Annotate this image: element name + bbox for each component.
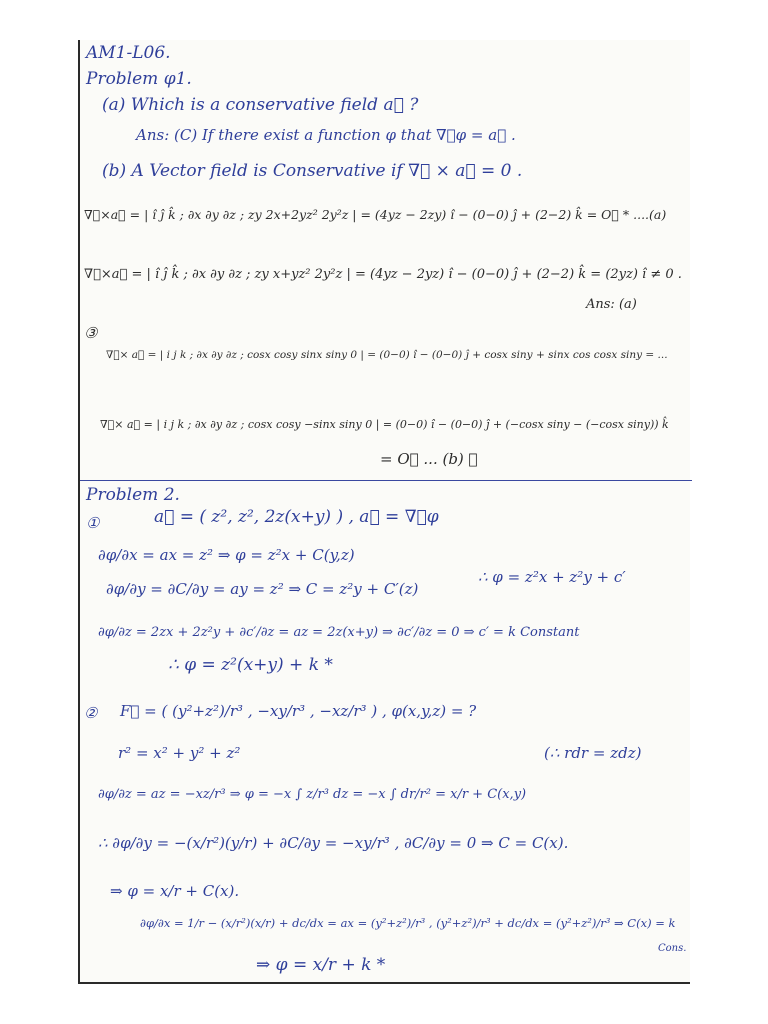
- part2-step4: ∂φ/∂z = az = −xz/r³ ⇒ φ = −x ∫ z/r³ dz = −x ∫ dr/r² = x/r + C(x,y): [98, 787, 527, 802]
- part1-step2-side: ∴ φ = z²x + z²y + c′: [478, 568, 626, 586]
- part2-label: ②: [84, 704, 98, 722]
- part1-step2: ∂φ/∂y = ∂C/∂y = ay = z² ⇒ C = z²y + C′(z): [106, 580, 419, 598]
- problem1-question-a: (a) Which is a conservative field a⃗ ?: [102, 95, 419, 115]
- curl-calc-3: ∇⃗× a⃗ = | i j k ; ∂x ∂y ∂z ; cosx cosy sinx siny 0 | = (0−0) î − (0−0) ĵ + cosx siny + sinx cos cosx siny = ...: [106, 349, 668, 361]
- section-divider: [80, 480, 692, 481]
- part2-step6: ⇒ φ = x/r + C(x).: [110, 882, 240, 900]
- part1-label: ①: [86, 514, 100, 532]
- curl-calc-4: ∇⃗× a⃗ = | i j k ; ∂x ∂y ∂z ; cosx cosy −sinx siny 0 | = (0−0) î − (0−0) ĵ + (−cosx siny − (−cosx siny)) k̂: [100, 418, 669, 431]
- part2-field: F⃗ = ( (y²+z²)/r³ , −xy/r³ , −xz/r³ ) , φ(x,y,z) = ?: [120, 702, 477, 720]
- part2-step5: ∴ ∂φ/∂y = −(x/r²)(y/r) + ∂C/∂y = −xy/r³ , ∂C/∂y = 0 ⇒ C = C(x).: [98, 834, 569, 852]
- problem2-title: Problem 2.: [86, 485, 180, 505]
- notebook-page: [78, 40, 690, 984]
- page-header-title: AM1-L06.: [86, 43, 171, 63]
- calc-3-label: ③: [84, 324, 98, 342]
- curl-calc-1: ∇⃗×a⃗ = | î ĵ k̂ ; ∂x ∂y ∂z ; zy 2x+2yz² 2y²z | = (4yz − 2zy) î − (0−0) ĵ + (2−2) k̂ = O⃗ * ....(a): [84, 207, 667, 222]
- part2-step7: ∂φ/∂x = 1/r − (x/r²)(x/r) + dc/dx = ax = (y²+z²)/r³ , (y²+z²)/r³ + dc/dx = (y²+z²)/r³ ⇒ C(x) = k: [140, 916, 676, 930]
- part2-result: ⇒ φ = x/r + k *: [256, 955, 386, 975]
- curl-calc-4-result: = O⃗ ... (b) ✓: [380, 450, 478, 468]
- problem1-statement-b: (b) A Vector field is Conservative if ∇⃗ × a⃗ = 0 .: [102, 161, 523, 181]
- curl-calc-2: ∇⃗×a⃗ = | î ĵ k̂ ; ∂x ∂y ∂z ; zy x+yz² 2y²z | = (4yz − 2yz) î − (0−0) ĵ + (2−2) k̂ = (2yz) î ≠ 0 .: [84, 267, 682, 282]
- problem1-answer-a: Ans: (C) If there exist a function φ that ∇⃗φ = a⃗ .: [136, 126, 516, 144]
- answer-a: Ans: (a): [586, 297, 637, 312]
- cons-note: Cons.: [658, 943, 687, 954]
- part1-result: ∴ φ = z²(x+y) + k *: [168, 655, 333, 675]
- r-definition: r² = x² + y² + z²: [118, 744, 241, 762]
- problem1-title: Problem φ1.: [86, 69, 192, 89]
- part1-step3: ∂φ/∂z = 2zx + 2z²y + ∂c′/∂z = az = 2z(x+y) ⇒ ∂c′/∂z = 0 ⇒ c′ = k Constant: [98, 625, 580, 640]
- r-side-note: (∴ rdr = zdz): [544, 744, 642, 762]
- part1-step1: ∂φ/∂x = ax = z² ⇒ φ = z²x + C(y,z): [98, 546, 355, 564]
- part1-field: a⃗ = ( z², z², 2z(x+y) ) , a⃗ = ∇⃗φ: [154, 507, 439, 527]
